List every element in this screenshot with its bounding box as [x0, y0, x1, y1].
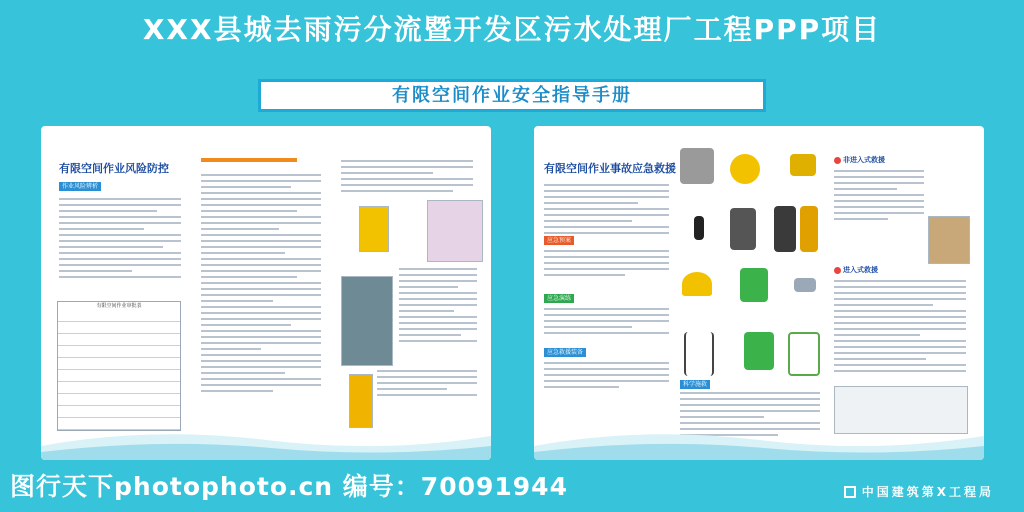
- rope-device: [794, 278, 816, 292]
- gas-detector-case: [680, 148, 714, 184]
- right-panel-title: 有限空间作业事故应急救援: [544, 162, 676, 175]
- left-text-col-4: [399, 268, 477, 346]
- step-2-icon: [834, 267, 841, 274]
- ventilation-site-photo: [341, 276, 393, 366]
- left-section-tab: 作业风险辨析: [59, 182, 101, 191]
- left-text-col-1: [59, 198, 181, 282]
- left-panel-title: 有限空间作业风险防控: [59, 162, 169, 175]
- right-text-col-4: [544, 362, 669, 392]
- safety-helmet: [682, 272, 712, 296]
- radio-intercom: [694, 216, 704, 240]
- left-text-col-5: [377, 370, 477, 400]
- left-text-col-3: [341, 160, 473, 196]
- ventilation-fan: [730, 154, 760, 184]
- davit-arm: [788, 332, 820, 376]
- tripod-rescue-photo: [928, 216, 970, 264]
- scba-set: [774, 206, 796, 252]
- step-1-icon: [834, 157, 841, 164]
- gas-detector-photo: [359, 206, 389, 252]
- worker-figure: [349, 374, 373, 428]
- step-entry: [834, 266, 878, 275]
- right-text-col-6: [834, 170, 924, 224]
- section-emergency-plan: 应急预案: [544, 236, 574, 245]
- company-label: 中国建筑第X工程局: [861, 485, 994, 499]
- main-title: XXX县城去雨污分流暨开发区污水处理厂工程PPP项目: [142, 13, 882, 46]
- right-text-col-7: [834, 280, 966, 376]
- left-text-col-2: [201, 174, 321, 396]
- handbook-subtitle: 有限空间作业安全指导手册: [258, 79, 766, 112]
- section-drill: 应急演练: [544, 294, 574, 303]
- lighting-lamp: [790, 154, 816, 176]
- breathing-apparatus: [730, 208, 756, 250]
- right-panel: [534, 126, 984, 460]
- ventilation-equipment-photo: [427, 200, 483, 262]
- left-panel: [41, 126, 491, 460]
- right-text-col-1: [544, 184, 669, 238]
- company-name: [844, 484, 994, 500]
- winch: [744, 332, 774, 370]
- rescuer-figure: [800, 206, 818, 252]
- right-text-col-3: [544, 308, 669, 338]
- step-label-1: 非进入式救援: [843, 156, 885, 164]
- company-logo-icon: [844, 486, 856, 498]
- safety-harness: [740, 268, 768, 302]
- form-title: 有限空间作业审批表: [96, 303, 142, 309]
- section-equipment: 应急救援装备: [544, 348, 586, 357]
- section-rescue: 科学施救: [680, 380, 710, 389]
- approval-form: [57, 301, 181, 431]
- tripod: [684, 332, 714, 376]
- step-non-entry: [834, 156, 885, 165]
- watermark-text: 图行天下photophoto.cn 编号：70091944: [10, 472, 568, 501]
- decorative-wave: [41, 426, 491, 460]
- orange-bar: [201, 158, 297, 162]
- decorative-wave-right: [534, 426, 984, 460]
- right-text-col-2: [544, 250, 669, 280]
- step-label-2: 进入式救援: [843, 266, 878, 274]
